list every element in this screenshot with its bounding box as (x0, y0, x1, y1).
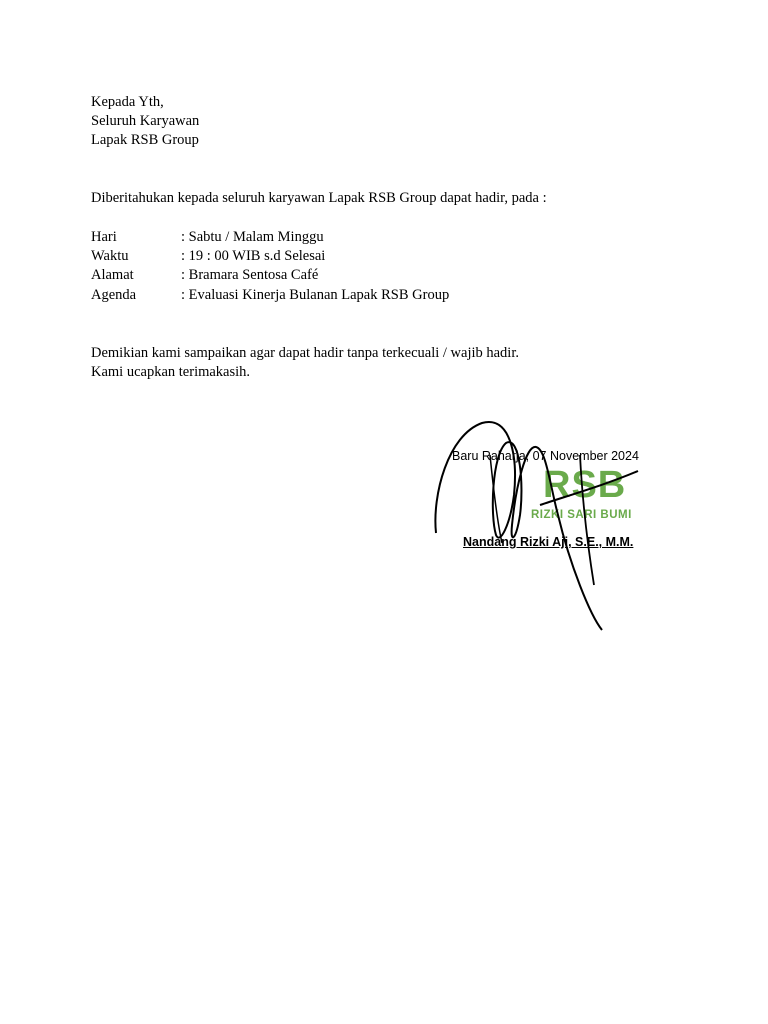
company-logo-text: RSB (543, 464, 627, 506)
recipient-line-3: Lapak RSB Group (91, 132, 199, 148)
recipient-line-1: Kepada Yth, (91, 94, 164, 110)
detail-label-address: Alamat (91, 267, 134, 283)
closing-line-1: Demikian kami sampaikan agar dapat hadir tanpa terkecuali / wajib hadir. (91, 345, 519, 361)
detail-label-agenda: Agenda (91, 287, 137, 303)
intro-paragraph: Diberitahukan kepada seluruh karyawan Lapak RSB Group dapat hadir, pada : (91, 190, 547, 206)
signature-block (430, 415, 690, 645)
place-date: Baru Raharja, 07 November 2024 (452, 449, 639, 463)
detail-value-agenda: : Evaluasi Kinerja Bulanan Lapak RSB Group (181, 287, 450, 303)
signer-name: Nandang Rizki Aji, S.E., M.M. (463, 535, 634, 549)
detail-value-time: : 19 : 00 WIB s.d Selesai (181, 248, 326, 264)
detail-value-address: : Bramara Sentosa Café (181, 267, 319, 283)
detail-value-day: : Sabtu / Malam Minggu (181, 229, 324, 245)
closing-line-2: Kami ucapkan terimakasih. (91, 364, 251, 380)
recipient-line-2: Seluruh Karyawan (91, 113, 200, 129)
handwritten-signature (430, 415, 690, 645)
detail-label-time: Waktu (91, 248, 129, 264)
detail-label-day: Hari (91, 229, 117, 245)
company-logo-subtext: RIZKI SARI BUMI (531, 509, 632, 521)
